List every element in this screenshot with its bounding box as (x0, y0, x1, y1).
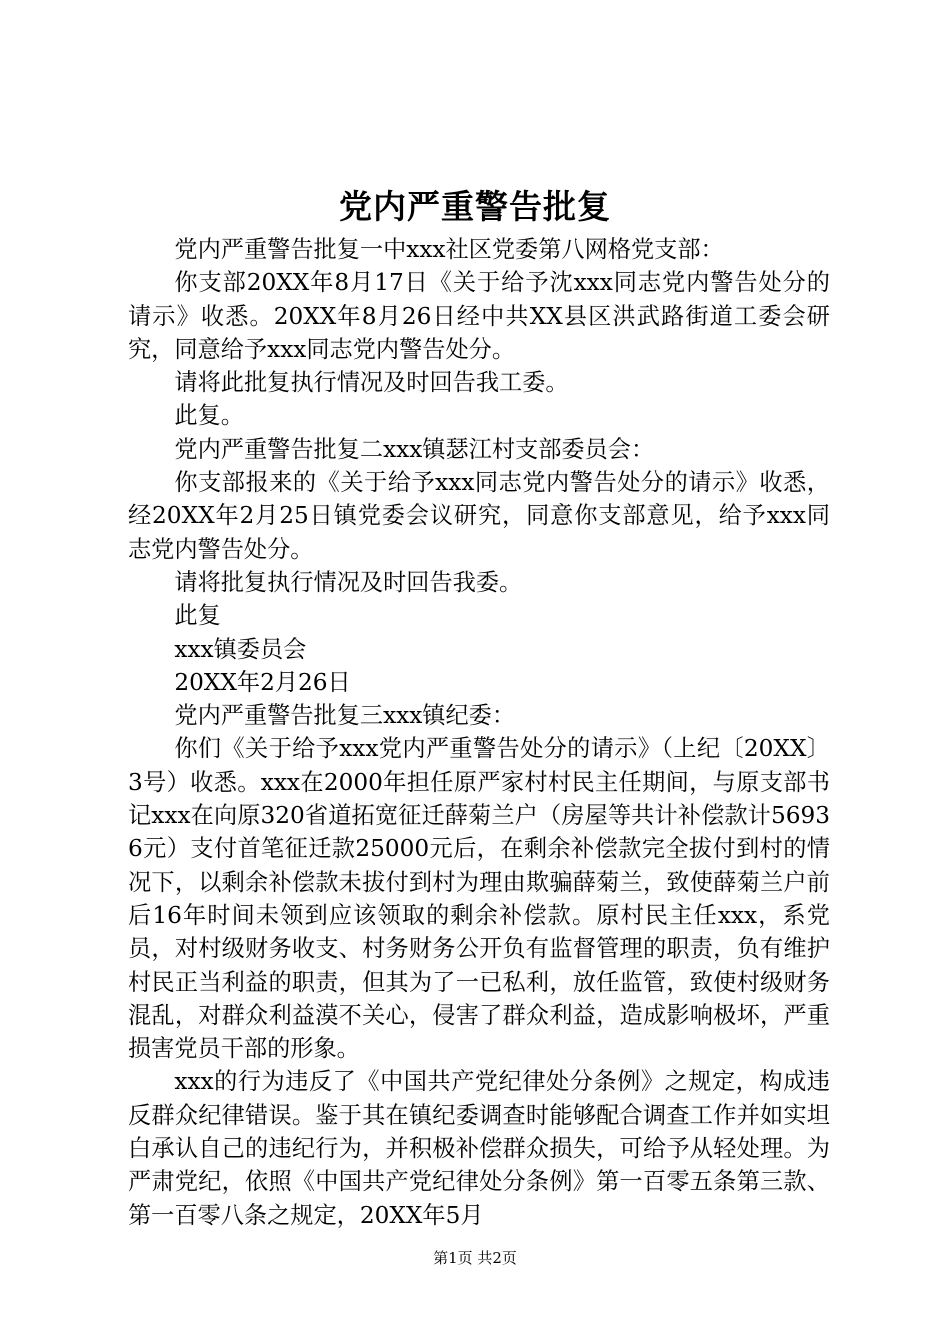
paragraph-4: 此复。 (174, 402, 244, 430)
paragraph-3: 请将此批复执行情况及时回告我工委。 (174, 369, 569, 397)
page-footer (0, 1248, 950, 1268)
paragraph-6: 你支部报来的《关于给予xxx同志党内警告处分的请示》收悉，经20XX年2月25日镇党委会议研究，同意你支部意见，给予xxx同志党内警告处分。 (128, 469, 830, 563)
paragraph-1: 党内严重警告批复一中xxx社区党委第八网格党支部： (174, 236, 724, 263)
paragraph-2: 你支部20XX年8月17日《关于给予沈xxx同志党内警告处分的请示》收悉。20XX年8月26日经中共XX县区洪武路街道工委会研究，同意给予xxx同志党内警告处分。 (128, 269, 830, 363)
paragraph-8: 此复 (174, 602, 221, 630)
document-body (128, 233, 830, 1232)
signature-date: 20XX年2月26日 (174, 668, 351, 696)
paragraph-5: 党内严重警告批复二xxx镇瑟江村支部委员会： (174, 435, 655, 463)
page-indicator: 第1页 共2页 (433, 1249, 517, 1267)
paragraph-11: 党内严重警告批复三xxx镇纪委： (174, 702, 516, 730)
paragraph-12: 你们《关于给予xxx党内严重警告处分的请示》（上纪〔20XX〕3号）收悉。xxx在2000年担任原严家村村民主任期间，与原支部书记xxx在向原320省道拓宽征迁薛菊兰户（房屋等共计补偿款计56936元）支付首笔征迁款25000元后，在剩余补偿款完全拔付到村的情况下，以剩余补偿款未拔付到村为理由欺骗薛菊兰，致使薛菊兰户前后16年时间未领到应该领取的剩余补偿款。原村民主任xxx，系党员，对村级财务收支、村务财务公开负有监督管理的职责，负有维护村民正当利益的职责，但其为了一已私利，放任监管，致使村级财务混乱，对群众利益漠不关心，侵害了群众利益，造成影响极坏，严重损害党员干部的形象。 (128, 735, 830, 1063)
document-title: 党内严重警告批复 (339, 187, 611, 226)
paragraph-13: xxx的行为违反了《中国共产党纪律处分条例》之规定，构成违反群众纪律错误。鉴于其在镇纪委调查时能够配合调查工作并如实坦白承认自己的违纪行为，并积极补偿群众损失，可给予从轻处理。为严肃党纪，依照《中国共产党纪律处分条例》第一百零五条第三款、第一百零八条之规定，20XX年5月 (128, 1068, 830, 1229)
paragraph-7: 请将批复执行情况及时回告我委。 (174, 568, 523, 596)
signature-organization: xxx镇委员会 (174, 635, 307, 663)
